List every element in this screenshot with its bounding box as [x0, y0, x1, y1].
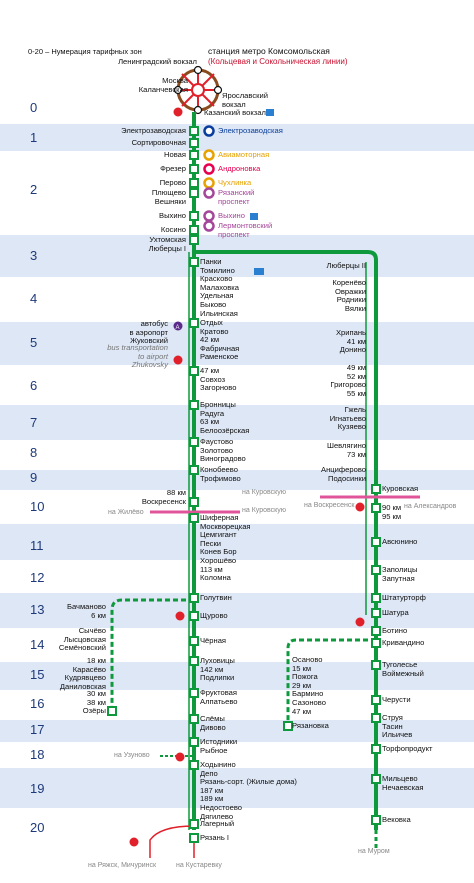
metro-m-icon [192, 84, 204, 96]
zone-number: 13 [30, 602, 45, 617]
zone-number: 17 [30, 722, 45, 737]
station-label: Фаустово Золотово Виноградово [200, 437, 246, 464]
station-label: Отдых Кратово 42 км Фабричная Раменское [200, 318, 240, 362]
bus-icon-tomilino [254, 268, 264, 275]
station-label: 47 км Совхоз Загорново [200, 366, 237, 393]
dir-ryazhsk: на Ряжск, Мичуринск [88, 862, 157, 869]
dir-kurovskaya-2: на Куровскую [242, 507, 287, 514]
metro-transfer-icon [205, 165, 214, 174]
metro-transfer-icon [205, 151, 214, 160]
station-node [190, 165, 198, 173]
metro-station-label: Выхино [218, 211, 245, 220]
transfer-badge-kazansky [174, 108, 183, 117]
station-label: Озёры [82, 706, 106, 715]
station-label: Туголесье Воймежный [382, 660, 424, 678]
dir-kurovskaya-1: на Куровскую [242, 489, 287, 496]
station-node [190, 236, 198, 244]
station-label: Коренёво Овражки Родники Вялки [332, 278, 366, 313]
station-label: Бачманово 6 км [66, 602, 106, 620]
metro-transfer-icon [205, 189, 214, 198]
station-label: Гжель Игнатьево Кузяево [329, 405, 366, 432]
station-label: Перово [159, 178, 186, 187]
station-label: Заполицы Запутная [382, 565, 418, 583]
dir-kustarevka: на Кустаревку [176, 862, 222, 869]
hub-node-yaroslavsky [215, 87, 222, 94]
zone-number: 7 [30, 415, 38, 430]
dir-zhilevo: на Жилёво [108, 509, 144, 516]
zone-number: 16 [30, 696, 45, 711]
station-node [190, 637, 198, 645]
airport-bus-note: автобус в аэропорт Жуковский [129, 319, 168, 346]
station-label: Осаново 15 км Пожога 29 км Бармино Сазоново 47 км [292, 655, 326, 716]
zone-number: 15 [30, 667, 45, 682]
station-label: 88 км [166, 488, 186, 497]
metro-station-label: Лермонтовский проспект [218, 221, 273, 239]
transfer-badge-golutvin [176, 612, 185, 621]
station-node [372, 816, 380, 824]
station-node [372, 538, 380, 546]
station-node [190, 151, 198, 159]
station-label: Электрозаводская [121, 126, 186, 135]
station-node [372, 594, 380, 602]
bus-icon-vykhino [250, 213, 258, 220]
station-label: Рязань I [200, 833, 229, 842]
zone-number: 20 [30, 820, 45, 835]
station-node [190, 367, 198, 375]
station-label: Струя Тасин Ильичев [382, 713, 413, 740]
station-label: Анциферово Подосинки [321, 465, 366, 483]
station-node [190, 761, 198, 769]
station-node [190, 179, 198, 187]
station-node [190, 834, 198, 842]
station-label: Вековка [382, 815, 411, 824]
station-node [284, 722, 292, 730]
station-label: Фрезер [160, 164, 186, 173]
station-label: Чёрная [200, 636, 227, 645]
station-label: Бронницы Радуга 63 км Белоозёрская [200, 400, 250, 435]
dir-murom: на Муром [358, 848, 390, 855]
station-node [190, 258, 198, 266]
station-node [372, 714, 380, 722]
transfer-badge-ryazan [130, 838, 139, 847]
metro-transfer-icon [205, 222, 214, 231]
dir-uzunovo: на Узуново [114, 752, 150, 759]
metro-station-label: Андроновка [218, 164, 261, 173]
zone-number: 3 [30, 248, 38, 263]
station-label: Воскресенск [141, 497, 186, 506]
station-node [190, 738, 198, 746]
station-label: Новая [164, 150, 186, 159]
station-label: Лагерный [200, 819, 235, 828]
station-label: 90 км 95 км [382, 503, 402, 521]
bus-icon-kazansky [266, 109, 274, 116]
station-label: Хрипань 41 км Донино [335, 328, 366, 355]
station-node [190, 594, 198, 602]
ryazhsk-line [150, 826, 194, 858]
station-node [372, 745, 380, 753]
station-node [372, 504, 380, 512]
zone-number: 0 [30, 100, 38, 115]
zone-number: 4 [30, 291, 38, 306]
station-node [190, 612, 198, 620]
terminal-leningradsky: Ленинградский вокзал [118, 57, 197, 66]
station-label: Шиферная Москворецкая Цемгигант Пески Конев Бор Хорошёво 113 км Коломна [200, 513, 251, 583]
station-label: Ухтомская Люберцы I [148, 235, 186, 253]
metro-transfer-icon [205, 179, 214, 188]
station-node [190, 319, 198, 327]
station-node [190, 438, 198, 446]
station-label: Штатурторф [382, 593, 426, 602]
metro-title: станция метро Комсомольская [208, 46, 330, 56]
terminal-kazansky: Казанский вокзал [204, 108, 266, 117]
station-label: Сортировочная [131, 138, 186, 147]
zone-number: 12 [30, 570, 45, 585]
station-label: Кривандино [382, 638, 425, 647]
zone-number: 1 [30, 130, 38, 145]
station-node [372, 609, 380, 617]
airport-bus-glyph: A [175, 325, 180, 331]
metro-station-label: Чухлинка [218, 178, 252, 187]
station-node [190, 139, 198, 147]
station-node [372, 775, 380, 783]
metro-transfer-icon [205, 212, 214, 221]
zone-number: 6 [30, 378, 38, 393]
dir-aleksandrov: на Александров [404, 503, 457, 510]
station-label: Люберцы II [326, 261, 366, 270]
station-node [372, 661, 380, 669]
zones-legend: 0-20 – Нумерация тарифных зон [28, 47, 142, 56]
station-label: 18 км Карасёво Кудрявцево Даниловская [59, 656, 106, 691]
station-label: Рязановка [292, 721, 329, 730]
station-node [372, 639, 380, 647]
station-label: Истодники Рыбное [200, 737, 238, 755]
metro-station-label: Электрозаводская [218, 126, 283, 135]
station-label: Шевлягино 73 км [326, 441, 366, 459]
station-label: Панки Томилино Красково Малаховка Удельная Быково Ильинская [200, 257, 239, 318]
station-node [190, 189, 198, 197]
station-node [190, 657, 198, 665]
station-node [190, 466, 198, 474]
station-node [372, 485, 380, 493]
station-label: Сычёво Лысцовская Семёновский [58, 626, 106, 653]
zone-number: 11 [30, 538, 44, 553]
metro-lines-note: (Кольцевая и Сокольническая линии) [208, 57, 348, 66]
station-label: Конобеево Трофимово [200, 465, 241, 483]
dir-voskresensk: на Воскресенск [304, 502, 355, 509]
station-label: Ботино [382, 626, 408, 635]
metro-station-label: Рязанский проспект [218, 188, 255, 206]
transfer-badge-rybnoe [176, 753, 185, 762]
zone-number: 18 [30, 747, 45, 762]
station-label: Фруктовая Алпатьево [200, 688, 238, 706]
station-label: Плющево Вешняки [151, 188, 186, 206]
zone-number: 14 [30, 637, 45, 652]
zone-number: 8 [30, 445, 38, 460]
airport-bus-note-en: bus transportation to airport Zhukovsky [107, 343, 168, 370]
transfer-badge-shatura [356, 618, 365, 627]
zone-number: 2 [30, 182, 38, 197]
transfer-badge-ramenskoe [174, 356, 183, 365]
terminal-yaroslavsky: Ярославский вокзал [222, 91, 268, 109]
station-label: 30 км 38 км [86, 689, 106, 707]
station-node [372, 696, 380, 704]
zone-number: 9 [30, 470, 38, 485]
station-node [190, 514, 198, 522]
station-label: Торфопродукт [382, 744, 433, 753]
station-node [190, 127, 198, 135]
metro-station-label: Авиамоторная [218, 150, 270, 159]
metro-transfer-icon [205, 127, 214, 136]
station-node [190, 689, 198, 697]
station-label: Луховицы 142 км Подлипки [200, 656, 235, 683]
station-node [190, 820, 198, 828]
terminal-kalanchevskaya: Москва Каланчевская [138, 76, 188, 94]
station-label: Выхино [159, 211, 186, 220]
station-node [190, 212, 198, 220]
zone-number: 10 [30, 499, 45, 514]
zone-number: 5 [30, 335, 38, 350]
station-label: Ходынино Депо Рязань-сорт. (Жилые дома) 187 км 189 км Недостоево Дягилево [200, 760, 297, 821]
hub-node-leningradsky [195, 67, 202, 74]
station-node [372, 566, 380, 574]
station-label: Шатура [382, 608, 409, 617]
station-node [190, 498, 198, 506]
metro-transfer-dots [205, 127, 214, 231]
station-node [190, 401, 198, 409]
station-label: Куровская [382, 484, 419, 493]
station-node [190, 715, 198, 723]
transfer-badge-voskresensk [356, 503, 365, 512]
station-label: Мильцево Нечаевская [382, 774, 424, 792]
station-label: Черусти [382, 695, 411, 704]
station-node [108, 707, 116, 715]
station-label: 49 км 52 км Григорово 55 км [330, 363, 366, 398]
station-label: Косино [160, 225, 186, 234]
station-label: Голутвин [200, 593, 232, 602]
zone-number: 19 [30, 781, 45, 796]
station-label: Щурово [200, 611, 228, 620]
station-label: Слёмы Дивово [200, 714, 226, 732]
station-node [190, 226, 198, 234]
station-node [372, 627, 380, 635]
station-label: Авсюнино [382, 537, 418, 546]
